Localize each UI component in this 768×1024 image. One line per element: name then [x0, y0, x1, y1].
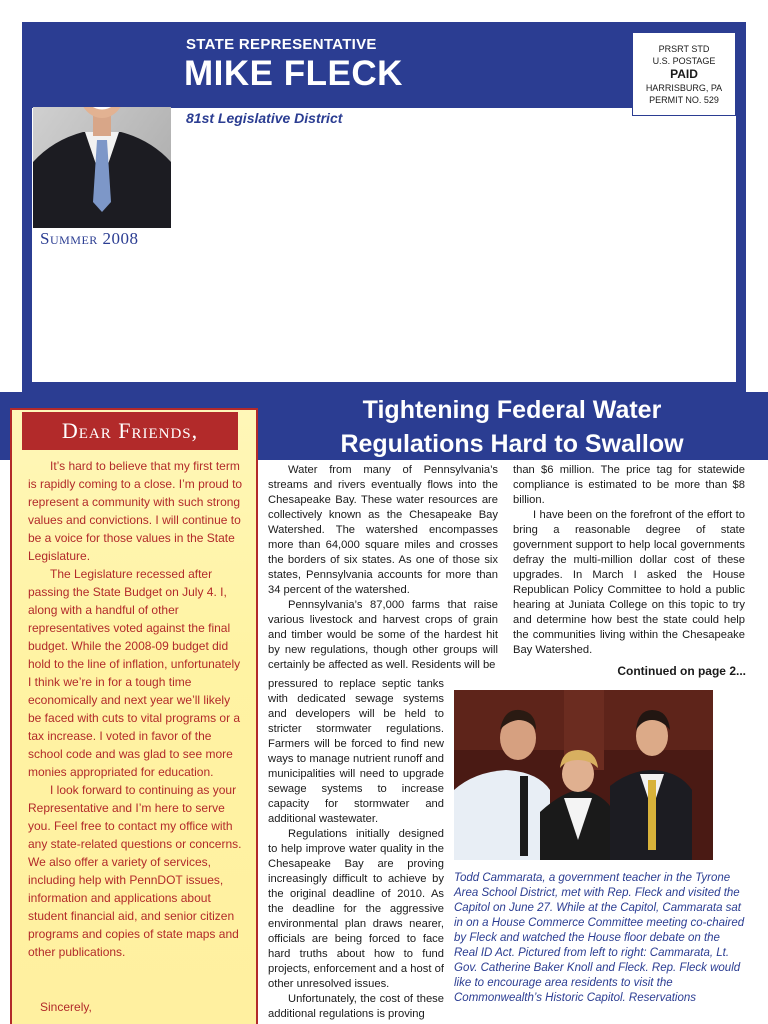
article-column-2 [513, 463, 745, 658]
article-paragraph: than $6 million. The price tag for statewide compliance is estimated to be more than $8 billion. [513, 464, 745, 506]
letter-body [28, 457, 244, 961]
headline-line: Regulations Hard to Swallow [340, 430, 684, 458]
article-paragraph: Unfortunately, the cost of these additional regulations is proving [268, 993, 444, 1020]
letter-signoff: Sincerely, [40, 1000, 92, 1014]
letter-paragraph: The Legislature recessed after passing the State Budget on July 4. I, along with a handful of other representatives voted against the final budget. While the 2008-09 budget did hold to the line of inflation, unfortunately I think we’re in for a tough time economically and next year we’ll likely be faced with cuts to vital programs or a tax increase. I voted in favor of the school code and was glad to see more monies appropriated for education. [28, 567, 241, 779]
postage-line: PERMIT NO. 529 [649, 95, 719, 105]
postage-line: HARRISBURG, PA [645, 83, 723, 93]
capitol-visit-photo [454, 690, 713, 860]
headline-line: Tightening Federal Water [362, 396, 662, 424]
postage-indicia [632, 32, 736, 116]
postage-line: PRSRT STD [658, 44, 710, 54]
postage-line: U.S. POSTAGE [652, 56, 716, 66]
capitol-photo-illustration [454, 690, 713, 860]
representative-name: MIKE FLECK [184, 54, 403, 93]
letter-title: Dear Friends, [22, 412, 238, 450]
article-paragraph: I have been on the forefront of the effort to bring a reasonable degree of state government support to help local governments defray the multi-million dollar cost of these upgrades. In March I asked the House Republican Policy Committee to hold a public hearing at Juniata College on this topic to try and determine how best the state could help the communities living within the Chesapeake Bay Watershed. [513, 509, 745, 656]
district-label: 81st Legislative District [186, 110, 343, 126]
article-column-1 [268, 463, 498, 673]
article-headline [262, 392, 762, 460]
postage-paid: PAID [670, 67, 698, 81]
title-kicker: STATE REPRESENTATIVE [186, 36, 377, 53]
continued-link[interactable]: Continued on page 2... [617, 664, 746, 678]
photo-caption: Todd Cammarata, a government teacher in the Tyrone Area School District, met with Rep. Fleck and visited the Capitol on June 27. While at the Capitol, Cammarata sat in on a House Commerce Committee meeting co-chaired by Fleck and watched the House floor debate on the Real ID Act. Pictured from left to right: Cammarata, Lt. Gov. Catherine Baker Knoll and Fleck. Rep. Fleck would like to encourage area residents to visit the Commonwealth’s Historic Capitol. Reservations [454, 872, 745, 1004]
letter-paragraph: It’s hard to believe that my first term is rapidly coming to a close. I’m proud to represent a community with such strong values and convictions. I will continue to be a voice for those values in the State Legislature. [28, 459, 243, 563]
letter-paragraph: I look forward to continuing as your Representative and I’m here to serve you. Feel free to contact my office with any state-related questions or concerns. We also offer a variety of services, including help with PennDOT issues, information and applications about student financial aid, and senior citizen programs and copies of state maps and other publications. [28, 783, 242, 959]
article-column-1-continued [268, 677, 444, 1022]
article-paragraph: Pennsylvania’s 87,000 farms that raise various livestock and harvest crops of grain and timber would be some of the hardest hit by new regulations, though other groups will certainly be affected as well. Residents will be [268, 599, 498, 671]
article-paragraph: Water from many of Pennsylvania’s streams and rivers eventually flows into the Chesapeake Bay. These water resources are collectively known as the Chesapeake Bay Watershed. The watershed encompasses more than 64,000 square miles and crosses the borders of six states. As one of those six states, Pennsylvania accounts for more than 34 percent of the watershed. [268, 464, 498, 596]
article-paragraph: pressured to replace septic tanks with dedicated sewage systems and developers will be held to stricter stormwater regulations. Farmers will be forced to find new ways to manage nutrient runoff and municipalities will need to upgrade sewage systems to increase capacity for stormwater and additional wastewater. [268, 678, 444, 825]
issue-season: Summer 2008 [40, 229, 139, 248]
masthead-frame [22, 22, 746, 394]
dear-friends-letter [10, 408, 258, 1024]
article-paragraph: Regulations initially designed to help improve water quality in the Chesapeake Bay are proving increasingly difficult to achieve by the original deadline of 2010. As the deadline for the aggressive environmental plan draws nearer, officials are being forced to face hard truths about how to fund projects, enforcement and a host of other unresolved issues. [268, 828, 444, 990]
